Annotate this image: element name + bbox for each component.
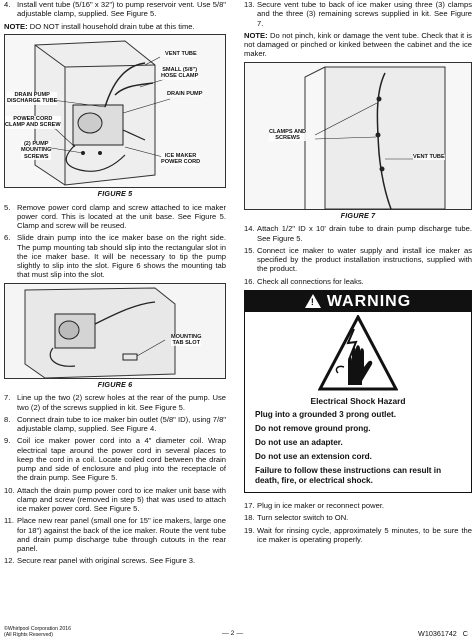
figure-5-caption: FIGURE 5 [97,188,133,198]
step-number: 4. [4,0,11,9]
callout-pump-mounting-screws: (2) PUMP MOUNTING SCREWS [21,140,52,160]
step-number: 16. [244,276,255,286]
step-number: 18. [244,513,255,523]
steps-14-16 [244,224,472,286]
figure-6-illustration [4,283,226,379]
warning-triangle-icon: ! [305,294,321,308]
electrical-shock-icon [245,312,471,394]
step-number: 11. [4,516,14,526]
hazard-title: Electrical Shock Hazard [310,395,406,406]
callout-mounting-tab-slot: MOUNTING TAB SLOT [171,333,202,346]
copyright-notice: ©Whirlpool Corporation 2016 (All Rights Reserved) [4,626,71,639]
figure-5-illustration [4,34,226,188]
step-number: 15. [244,245,255,255]
warning-line: Do not remove ground prong. [255,424,371,434]
step-8 [4,415,226,434]
callout-drain-pump: DRAIN PUMP [167,90,203,97]
note-label: NOTE: [4,21,28,31]
step-text: Secure vent tube to back of ice maker using three (3) clamps and the three (3) remaining screws supplied in kit. See Figure 7. [257,0,472,28]
step-12 [4,556,226,565]
step-number: 17. [244,501,255,511]
figure-7-illustration [244,62,472,210]
step-19 [244,526,472,545]
note-text: DO NOT install household drain tube at this time. [29,21,195,31]
step-13 [244,0,472,28]
step-11 [4,516,226,553]
warning-title: WARNING [326,292,412,310]
step-text: Remove power cord clamp and screw attached to ice maker power cord. This is located at the unit base. See Figure 5. Clamp and screw will be reused. [17,202,226,231]
callout-power-cord-clamp: POWER CORD CLAMP AND SCREW [5,115,61,129]
note-text: Do not pinch, kink or damage the vent tube. Check that it is not damaged or pinched or kinked between the cabinet and the ice maker. [244,30,472,59]
step-number: 13. [244,0,255,9]
step-18 [244,513,472,522]
step-number: 8. [4,414,11,424]
step-15 [244,246,472,274]
step-text: Place new rear panel (small one for 15" ice makers, large one for 18") against the back of the ice maker. Route the vent tube and drain pump discharge tube through cutouts in the rear panel. [17,516,226,554]
warning-line: Do not use an extension cord. [255,452,372,462]
step-number: 5. [4,202,11,212]
note-drain-tube [4,22,226,31]
shock-hand-icon [318,315,398,391]
callout-small-hose-clamp: SMALL (5/8") HOSE CLAMP [161,66,199,80]
warning-line: Failure to follow these instructions can result in death, fire, or electrical shock. [255,466,442,486]
callout-drain-pump-discharge-tube: DRAIN PUMP DISCHARGE TUBE [7,91,58,105]
step-number: 9. [4,436,11,446]
step-17 [244,501,472,510]
step-5 [4,203,226,231]
step-text: Check all connections for leaks. [257,276,364,286]
callout-ice-maker-power-cord: ICE MAKER POWER CORD [161,152,201,166]
step-10 [4,486,226,514]
step-text: Slide drain pump into the ice maker base on the right side. The pump mounting tab should slip into the rectangular slot in the ice maker base. It will be necessary to tip the pump slightly to slip into the slot. Figure 6 shows the mounting tab that must slip into the slot. [17,233,226,280]
steps-17-19 [244,501,472,544]
document-number: W10361742 C [418,629,468,638]
step-number: 6. [4,233,11,243]
step-text: Line up the two (2) screw holes at the rear of the pump. Use two (2) of the screws supplied in kit. See Figure 5. [17,393,226,412]
step-text: Plug in ice maker or reconnect power. [257,501,385,511]
step-4 [4,0,226,19]
step-9 [4,436,226,482]
step-number: 12. [4,556,15,566]
step-7 [4,393,226,412]
step-number: 10. [4,485,15,495]
step-text: Wait for rinsing cycle, approximately 5 minutes, to be sure the ice maker is operating properly. [257,525,472,544]
warning-header [245,291,471,312]
step-16 [244,277,472,286]
warning-body [245,394,471,492]
callout-vent-tube: VENT TUBE [165,50,197,57]
callout-clamps-and-screws: CLAMPS AND SCREWS [269,128,307,141]
step-text: Coil ice maker power cord into a 4" diameter coil. Wrap electrical tape around the power cord in several places to keep the cord in a coil. Locate coiled cord between the drain pump and side of enclosure and plug into the receptacle of the drain pump. See Figure 5. [17,436,226,483]
note-label: NOTE: [244,30,268,40]
page-number: — 2 — [222,630,244,637]
step-text: Attach the drain pump power cord to ice maker unit base with clamp and screw (removed in step 5) that was used to attach ice maker power cord. See Figure 5. [17,485,226,514]
callout-vent-tube: VENT TUBE [413,153,445,160]
step-text: Connect drain tube to ice maker bin outlet (5/8" ID), using 7/8" adjustable clamp, supplied. See Figure 4. [17,414,226,434]
figure-7-caption: FIGURE 7 [340,210,376,220]
step-text: Turn selector switch to ON. [257,513,349,523]
note-vent-tube [244,31,472,59]
warning-box [244,290,472,493]
step-14 [244,224,472,243]
step-number: 14. [244,224,255,234]
figure-6-caption: FIGURE 6 [97,379,133,389]
mounting-tab-illustration [5,284,225,379]
warning-line: Do not use an adapter. [255,438,343,448]
left-column [4,0,226,569]
step-text: Secure rear panel with original screws. See Figure 3. [17,556,196,566]
warning-line: Plug into a grounded 3 prong outlet. [255,410,396,420]
steps-7-12 [4,393,226,565]
right-column [244,0,472,547]
step-number: 7. [4,393,11,403]
step-text: Connect ice maker to water supply and install ice maker as specified by the product installation instructions, supplied with the product. [257,245,472,274]
step-text: Attach 1/2" ID x 10' drain tube to drain pump discharge tube. See Figure 5. [257,224,472,243]
step-6 [4,233,226,279]
step-text: Install vent tube (5/16" x 32") to pump reservoir vent. Use 5/8" adjustable clamp, supplied. See Figure 5. [17,0,226,19]
step-number: 19. [244,525,255,535]
